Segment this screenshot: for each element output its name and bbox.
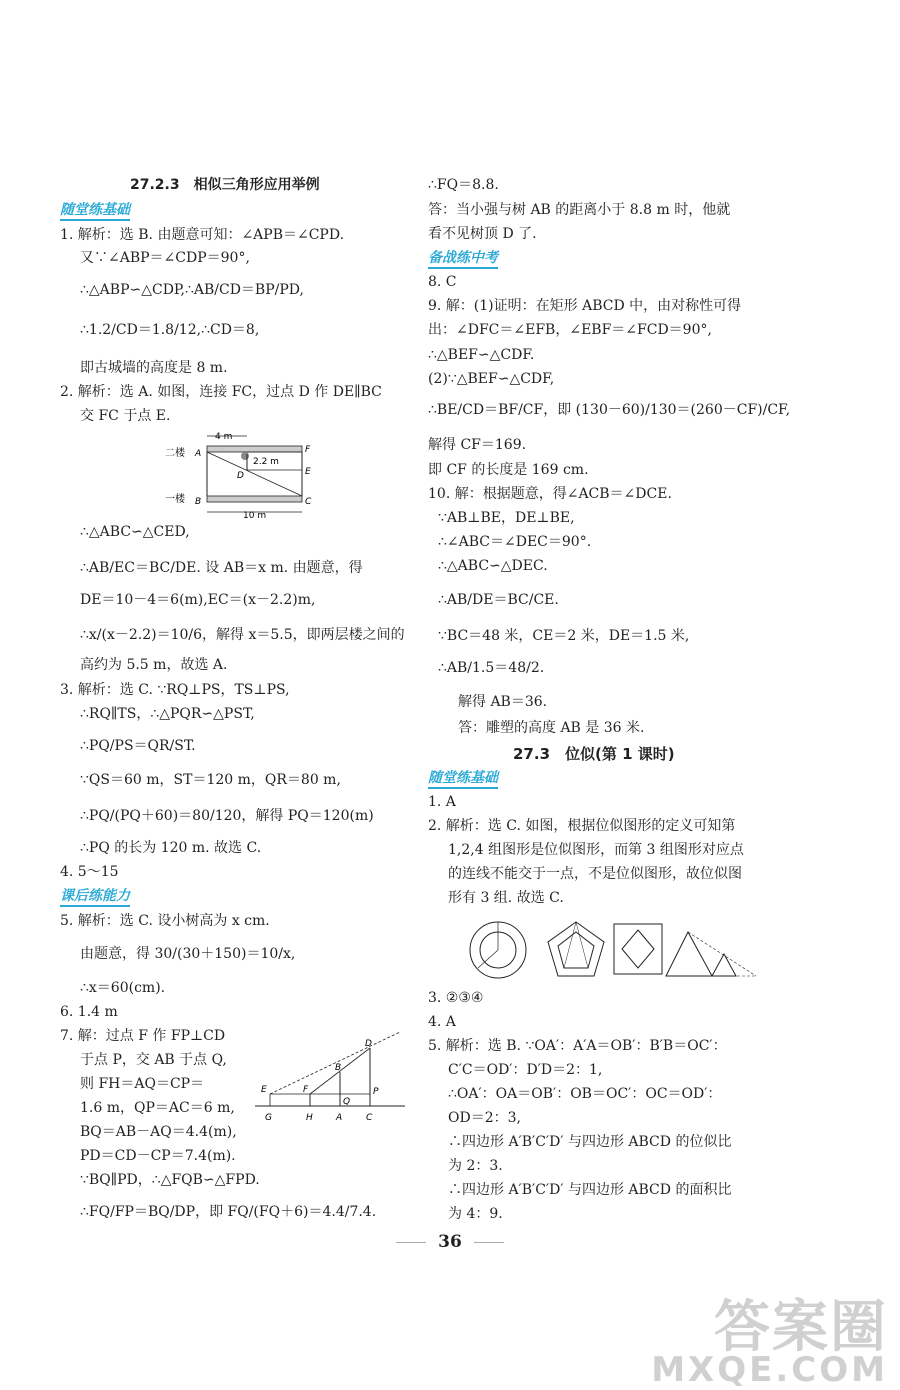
label-mid: 2.2 m [253, 457, 279, 467]
q2b-line: 高约为 5.5 m，故选 A. [80, 657, 228, 673]
q10-line: 10. 解：根据题意，得∠ACB＝∠DCE. [428, 486, 672, 502]
q1-line: ∴△ABP∽△CDP,∴AB/CD＝BP/PD, [80, 282, 304, 298]
q10-line: ∴AB/1.5＝48/2. [438, 660, 545, 676]
homothety-figures [466, 920, 766, 980]
q10-line: 解得 AB＝36. [458, 694, 548, 710]
q10-line: 答：雕塑的高度 AB 是 36 米. [458, 720, 645, 736]
q7-cont-line: 答：当小强与树 AB 的距离小于 8.8 m 时，他就 [428, 202, 731, 218]
r1-answer: 1. A [428, 794, 456, 810]
q2b-line: ∴△ABC∽△CED, [80, 524, 190, 540]
r5-line: ∴四边形 A′B′C′D′ 与四边形 ABCD 的位似比 [448, 1134, 732, 1150]
tree-sight-diagram [255, 1028, 405, 1130]
q4-answer: 4. 5～15 [60, 864, 119, 880]
label-floor1: 一楼 [165, 494, 185, 505]
r5-line: ∴OA′：OA＝OB′：OB＝OC′：OC＝OD′： [448, 1086, 722, 1102]
r5-line: ∴四边形 A′B′C′D′ 与四边形 ABCD 的面积比 [448, 1182, 732, 1198]
q2-line: 交 FC 于点 E. [80, 408, 171, 424]
q7-cont-line: 看不见树顶 D 了. [428, 226, 537, 242]
q9-line: ∴△BEF∽△CDF. [428, 347, 535, 363]
r2-line: 2. 解析：选 C. 如图，根据位似图形的定义可知第 [428, 818, 736, 834]
q7-line: BQ＝AB－AQ＝4.4(m), [80, 1124, 237, 1140]
q2b-line: ∴x/(x－2.2)＝10/6，解得 x＝5.5，即两层楼之间的 [80, 627, 405, 643]
q10-line: ∵AB⊥BE，DE⊥BE, [438, 510, 575, 526]
building-diagram [165, 428, 325, 520]
q7-line: 于点 P，交 AB 于点 Q, [80, 1052, 227, 1068]
q7-line: 7. 解：过点 F 作 FP⊥CD [60, 1028, 226, 1044]
label-bottom: 10 m [243, 511, 267, 520]
section-label-practice: 随堂练基础 [60, 202, 130, 221]
point-A: A [195, 449, 202, 459]
q2b-line: DE＝10－4＝6(m),EC＝(x－2.2)m, [80, 592, 316, 608]
section-label-exam: 备战练中考 [428, 250, 498, 269]
q2b-line: ∴AB/EC＝BC/DE. 设 AB＝x m. 由题意，得 [80, 560, 363, 576]
watermark-url: MXQE.COM [651, 1350, 888, 1390]
q5-line: ∴x＝60(cm). [80, 980, 166, 996]
q7-line: ∴FQ/FP＝BQ/DP，即 FQ/(FQ＋6)＝4.4/7.4. [80, 1204, 377, 1220]
label-floor2: 二楼 [165, 448, 185, 459]
q7-line: 1.6 m，QP＝AC＝6 m, [80, 1100, 235, 1116]
point-P: P [373, 1087, 379, 1097]
q8-answer: 8. C [428, 274, 457, 290]
page-number: 36 [438, 1232, 462, 1252]
section-label-ability: 课后练能力 [60, 888, 130, 907]
q10-line: ∴△ABC∽△DEC. [438, 558, 548, 574]
q1-line: ∴1.2/CD＝1.8/12,∴CD＝8, [80, 322, 260, 338]
r5-line: 5. 解析：选 B. ∵OA′：A′A＝OB′：B′B＝OC′： [428, 1038, 727, 1054]
q7-cont-line: ∴FQ＝8.8. [428, 177, 499, 193]
q9-line: ∴BE/CD＝BF/CF，即 (130－60)/130＝(260－CF)/CF, [428, 402, 791, 418]
page-footer [0, 1232, 900, 1252]
point-F: F [305, 445, 311, 455]
q7-line: 则 FH＝AQ＝CP＝ [80, 1076, 205, 1092]
q5-line: 由题意，得 30/(30＋150)＝10/x, [80, 946, 296, 962]
q10-line: ∴∠ABC＝∠DEC＝90°. [438, 534, 592, 550]
section-heading-27-2-3: 27.2.3 相似三角形应用举例 [130, 177, 320, 193]
q3-line: ∴PQ/(PQ＋60)＝80/120，解得 PQ＝120(m) [80, 808, 374, 824]
r2-line: 的连线不能交于一点，不是位似图形，故位似图 [448, 866, 742, 882]
point-F: F [303, 1085, 309, 1095]
watermark-logo: 答案圈 [714, 1295, 888, 1360]
q3-line: ∴RQ∥TS，∴△PQR∽△PST, [80, 706, 255, 722]
r5-line: 为 4：9. [448, 1206, 503, 1222]
q9-line: 解得 CF＝169. [428, 437, 527, 453]
r5-line: 为 2：3. [448, 1158, 503, 1174]
point-D: D [237, 471, 244, 481]
q7-line: PD＝CD－CP＝7.4(m). [80, 1148, 236, 1164]
section-heading-27-3: 27.3 位似(第 1 课时) [513, 745, 675, 763]
point-B: B [195, 497, 202, 507]
q1-line: 1. 解析：选 B. 由题意可知：∠APB＝∠CPD. [60, 227, 345, 243]
point-B: B [335, 1063, 342, 1073]
r2-line: 形有 3 组. 故选 C. [448, 890, 564, 906]
section-label-practice: 随堂练基础 [428, 770, 498, 789]
point-A: A [336, 1113, 343, 1123]
q9-line: 出：∠DFC＝∠EFB，∠EBF＝∠FCD＝90°, [428, 322, 712, 338]
point-C: C [305, 497, 312, 507]
r3-answer: 3. ②③④ [428, 990, 484, 1006]
r5-line: C′C＝OD′：D′D＝2：1, [448, 1062, 603, 1078]
q5-line: 5. 解析：选 C. 设小树高为 x cm. [60, 913, 270, 929]
q6-answer: 6. 1.4 m [60, 1004, 118, 1020]
point-E: E [261, 1085, 267, 1095]
point-G: G [265, 1113, 272, 1123]
q3-line: 3. 解析：选 C. ∵RQ⊥PS，TS⊥PS, [60, 682, 290, 698]
r5-line: OD＝2：3, [448, 1110, 521, 1126]
q1-line: 又∵∠ABP＝∠CDP＝90°, [80, 250, 250, 266]
r4-answer: 4. A [428, 1014, 456, 1030]
point-E: E [305, 467, 311, 477]
point-Q: Q [343, 1097, 351, 1107]
q3-line: ∵QS＝60 m，ST＝120 m，QR＝80 m, [80, 772, 341, 788]
q1-line: 即古城墙的高度是 8 m. [80, 360, 228, 376]
point-C: C [366, 1113, 373, 1123]
label-top: 4 m [215, 432, 233, 442]
q3-line: ∴PQ/PS＝QR/ST. [80, 738, 196, 754]
q9-line: 9. 解：(1)证明：在矩形 ABCD 中，由对称性可得 [428, 298, 742, 314]
q3-line: ∴PQ 的长为 120 m. 故选 C. [80, 840, 262, 856]
q9-line: (2)∵△BEF∽△CDF, [428, 371, 555, 387]
r2-line: 1,2,4 组图形是位似图形，而第 3 组图形对应点 [448, 842, 744, 858]
q10-line: ∴AB/DE＝BC/CE. [438, 592, 559, 608]
point-H: H [306, 1113, 313, 1123]
q10-line: ∵BC＝48 米，CE＝2 米，DE＝1.5 米, [438, 628, 690, 644]
q9-line: 即 CF 的长度是 169 cm. [428, 462, 589, 478]
q2-line: 2. 解析：选 A. 如图，连接 FC，过点 D 作 DE∥BC [60, 384, 382, 400]
point-D: D [365, 1039, 372, 1049]
q7-line: ∵BQ∥PD，∴△FQB∽△FPD. [80, 1172, 260, 1188]
